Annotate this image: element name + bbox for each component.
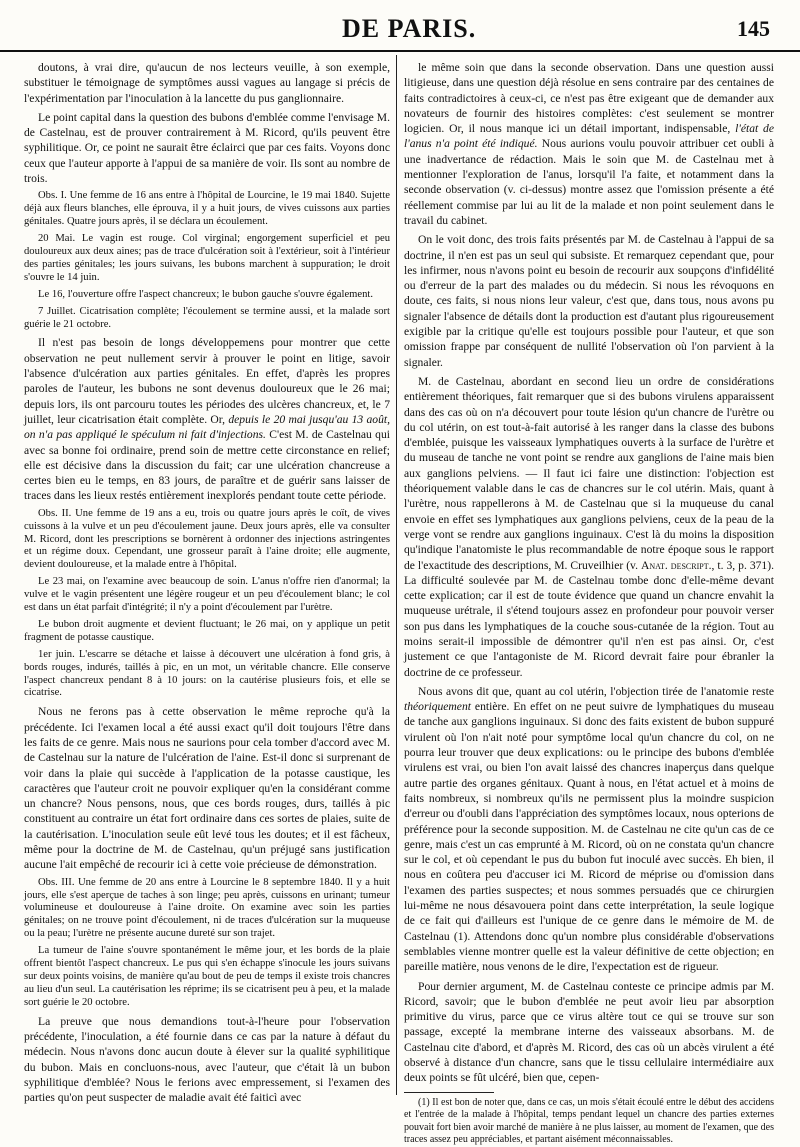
left-column bbox=[24, 60, 390, 1105]
paragraph: M. de Castelnau, abordant en second lieu un ordre de considérations entièrement théoriques, fait remarquer que si des bubons virulens apparaissent dans des cas où on n'a découvert pour toute lésion qu'un chancre de l'urètre ou du col utérin, on est tout-à-fait autorisé à les ranger dans la classe des bubons d'emblée, puisque les vaisseaux lymphatiques ouverts à la surface de l'urètre et du museau de tanche ne vont point se rendre aux ganglions de l'aine mais bien aux ganglions pelviens. — Il faut ici faire une distinction: l'objection est théoriquement valable dans le cas de chancres sur le col utérin. Mais, quant à l'urètre, nous rappellerons à M. de Castelnau que si la muqueuse du canal envoie en effet ses lymphatiques aux ganglions pelviens, ceux de la peau de la verge vont se rendre aux ganglions inguinaux. C'est là du moins la disposition qu'indique l'anatomiste le plus recommandable de notre époque sous le rapport de l'exactitude des descriptions, M. Cruveilhier (v. Anat. descript., t. 3, p. 371). La difficulté soulevée par M. de Castelnau tombe donc d'elle-même devant cette explication; car il est de toute évidence que quand un chancre envahit la muqueuse urétrale, il s'étend toujours assez en profondeur pour pouvoir verser son pus dans les lymphatiques de la couche sous-cutanée de la région. Tout au moins serait-il impossible de démontrer qu'il n'en est pas ainsi. Or, c'est justement ce que l'antagoniste de M. Ricord devrait faire pour ébranler la doctrine de ce professeur. bbox=[404, 374, 774, 679]
observation-1-detail: Le 16, l'ouverture offre l'aspect chancreux; le bubon gauche s'ouvre également. bbox=[38, 288, 373, 300]
observation-2: Obs. II. Une femme de 19 ans a eu, trois ou quatre jours après le coït, de vives cuissons à la vulve et un peu d'écoulement jaune. Deux jours après, elle va consulter M. Ricord, dont les prescriptions se bornèrent à ordonner des injections astringentes et un régime doux. Cependant, une grosseur paraît à l'aine droite; elle augmente, devient douloureuse, et la malade entre à l'hôpital. bbox=[24, 507, 390, 571]
paragraph: Pour dernier argument, M. de Castelnau conteste ce principe admis par M. Ricord, savoir; que le bubon d'emblée ne peut avoir lieu par absorption primitive du virus, parce que ce virus altère tout ce qui se trouve sur son passage, excepté la membrane interne des vaisseaux absorbans. M. de Castelnau cite d'abord, et d'après M. Ricord, des cas où un abcès virulent a été observé à distance d'un chancre, sans que le tissu cellulaire intermédiaire aux deux points se fût ulcéré, bien que, cepen- bbox=[404, 979, 774, 1085]
observation-1-detail: 20 Mai. Le vagin est rouge. Col virginal; engorgement superficiel et peu douloureux aux deux aines; pas de trace d'ulcération soit à l'extérieur, soit à l'intérieur des parties génitales; les jours suivans, les bubons marchent à suppuration; le droit s'ouvre le 14 juin. bbox=[24, 233, 390, 283]
footnote-divider bbox=[404, 1092, 494, 1093]
observation-3: Obs. III. Une femme de 20 ans entre à Lourcine le 8 septembre 1840. Il y a huit jours, elle s'est aperçue de taches à son linge; peu après, cuissons en urinant; tumeur volumineuse et douloureuse à l'aine droite. On examine avec soin les parties génitales; on ne trouve point d'écoulement, ni de traces d'ulcération sur la muqueuse ou la peau; l'urètre ne présente aucune dureté sur son trajet. bbox=[24, 876, 390, 940]
paragraph: Nous ne ferons pas à cette observation le même reproche qu'à la précédente. Ici l'examen local a été aussi exact qu'il doit toujours l'être dans les faits de ce genre. Mais nous ne saurions pour cela tomber d'accord avec M. de Castelnau sur la nature de l'ulcération de l'aine. Est-il donc si surprenant de voir dans la plaie qui succède à l'application de la potasse caustique, les caractères que l'auteur croit ne pouvoir expliquer qu'en la considérant comme un chancre? Nous pensons, nous, que ces bords rouges, durs, taillés à pic constituent au contraire un état fort ordinaire dans ces sortes de plaies, suite de la cautérisation. L'inoculation seule eût levé tous les doutes; et il est fâcheux, même pour la doctrine de M. de Castelnau, qu'un préjugé sans justification aucune l'ait empêché de recourir ici à cette voie précieuse de démonstration. bbox=[24, 705, 390, 872]
paragraph: doutons, à vrai dire, qu'aucun de nos lecteurs veuille, à son exemple, substituer le témoignage de symptômes aussi vagues au langage si précis de l'expérimentation par l'inoculation à la lancette du pus ganglionnaire. bbox=[24, 61, 390, 105]
right-column bbox=[404, 60, 774, 1146]
page-title: DE PARIS. bbox=[342, 14, 477, 43]
paragraph: La preuve que nous demandions tout-à-l'heure pour l'observation précédente, l'inoculation, a été fournie dans ce cas par la nature à défaut du médecin. Nous n'avons donc aucun doute à élever sur la qualité syphilitique du bubon. Mais en concluons-nous, avec l'auteur, que c'était là un bubon syphilitique d'emblée? Nous le ferions avec empressement, si l'examen des parties qu'on peut suspecter de maladie avait été faiticì avec bbox=[24, 1014, 390, 1105]
observation-3-detail: La tumeur de l'aine s'ouvre spontanément le même jour, et les bords de la plaie offrent bientôt l'aspect chancreux. Le pus qui s'en échappe s'inocule les jours suivans sur deux points voisins, de manière qu'au bout de peu de temps il existe trois chancres au lieu d'un seul. La cautérisation les réprime; ils se cicatrisent peu à peu, et la malade sort guérie le 20 octobre. bbox=[24, 945, 390, 1008]
paragraph: le même soin que dans la seconde observation. Dans une question aussi litigieuse, dans une question déjà résolue en sens contraire par des centaines de faits contradictoires à ceux-ci, ce n'est pas être exigeant que de demander aux novateurs de fournir des histoires complètes: c'est seulement se montrer logicien. Or, il nous manque ici un détail important, indispensable, l'état de l'anus n'a point été indiqué. Nous aurions voulu pouvoir attribuer cet oubli à une inadvertance de rédaction. Mais le soin que M. de Castelnau met à mentionner l'exploration de l'anus, lorsqu'il l'a faite, et notamment dans la seconde observation (v. ci-dessus) montre assez que l'omission présente a été réellement commise par lui au lit de la malade et non point seulement dans le travail du cabinet. bbox=[404, 61, 774, 227]
observation-2-detail: Le bubon droit augmente et devient fluctuant; le 26 mai, on y applique un petit fragment de potasse caustique. bbox=[24, 618, 390, 643]
observation-2-detail: Le 23 mai, on l'examine avec beaucoup de soin. L'anus n'offre rien d'anormal; la vulve et le vagin présentent une légère rougeur et un peu d'écoulement blanc; le col est dans un état parfait d'intégrité; il n'y a point d'écoulement par l'urètre. bbox=[24, 576, 390, 614]
page-header bbox=[0, 0, 800, 52]
paragraph: Il n'est pas besoin de longs développemens pour montrer que cette observation ne peut nullement servir à prouver le point en litige, savoir l'absence d'ulcération aux parties génitales. En effet, d'après les propres paroles de l'auteur, les bubons ne sont devenus douloureux que le 26 mai; depuis lors, ils ont parcouru toutes les périodes des ulcères chancreux, et, le 7 juillet, leur cicatrisation était complète. Or, depuis le 20 mai jusqu'au 13 août, on n'a pas appliqué le spéculum ni fait d'injections. C'est M. de Castelnau qui avec sa bonne foi ordinaire, prend soin de mettre cette circonstance en relief; elle est décisive dans la discussion du fait; car une ulcération chancreuse a certes bien eu le temps, en 83 jours, de paraître et de guérir sans laisser de traces dans les lieux restés entièrement inexplorés pendant toute cette période. bbox=[24, 336, 390, 503]
footnote: (1) Il est bon de noter que, dans ce cas, un mois s'était écoulé entre le début des accidens et l'entrée de la malade à l'hôpital, temps pendant lequel un chancre des parties externes pouvait fort bien avoir marché de manière à ne plus laisser, au moment de l'examen, que des traces assez peu appréciables, et partant aisément méconnaissables. bbox=[404, 1096, 774, 1146]
column-divider bbox=[396, 55, 397, 1095]
paragraph: Nous avons dit que, quant au col utérin, l'objection tirée de l'anatomie reste théoriquement entière. En effet on ne peut suivre de lymphatiques du museau de tanche aux ganglions inguinaux. Si donc des faits existent de bubon suppuré virulent où l'on n'ait noté pour symptôme local qu'un chancre du col, on ne pourra leur trouver que deux explications: ou le principe des bubons d'emblée virulens est vrai, ou bien l'on avait laissé des chancres inaperçus dans quelque autre partie des organes génitaux. Quant à nous, en l'état actuel et à moins de faits nombreux, si nombreux qu'ils ne permissent plus la moindre suspicion d'erreur ou d'oubli dans l'appréciation des symptômes locaux, nous opterions de préférence pour la seconde supposition. M. de Castelnau ne cite qu'un cas de ce genre, mais c'est un cas emprunté à M. Ricord, où on ne constata qu'un chancre sur le col, et où cependant le pus du bubon fut inoculé avec succès. Eh bien, il nous en coûtera peu d'accuser ici M. Ricord de méprise ou d'omission dans l'examen des parties suspectes; et nous sommes persuadés que ce chirurgien lui-même ne nous désavouera point dans cette interprétation, la seule logique de ce fait qui d'ailleurs est l'unique de ce genre dans le mémoire de M. de Castelnau (1). Attendons donc qu'un nombre plus considérable d'observations semblables vienne montrer quelle est la valeur définitive de cette objection; en pareille matière, nous venons de le dire, l'expectation est de rigueur. bbox=[404, 684, 774, 974]
paragraph: On le voit donc, des trois faits présentés par M. de Castelnau à l'appui de sa doctrine, il n'en est pas un seul qui subsiste. Et remarquez cependant que, pour les infirmer, nous n'avons point eu besoin de recourir aux soupçons d'infidélité ou d'erreur de la part des malades ou du médecin. Si nous les révoquons en doute, ces faits, si nous nions leur valeur, c'est que, dans tous, nous avons pu signaler l'absence de détails dont la production est d'autant plus rigoureusement exigible par la critique qu'elle est toujours possible pour l'auteur, et que son omission frappe par conséquent de nullité l'observation où l'on parvient à la signaler. bbox=[404, 233, 774, 369]
observation-1: Obs. I. Une femme de 16 ans entre à l'hôpital de Lourcine, le 19 mai 1840. Sujette déjà aux fleurs blanches, elle éprouva, il y a huit jours, de vives cuissons aux parties génitales. Quatre jours après, il se déclara un écoulement. bbox=[24, 190, 390, 228]
observation-2-detail: 1er juin. L'escarre se détache et laisse à découvert une ulcération à fond gris, à bords rouges, indurés, taillés à pic, en un mot, un véritable chancre. Elle conserve l'aspect chancreux pendant 8 à 10 jours: on la cautérise plusieurs fois, et elle se cicatrise. bbox=[24, 648, 390, 699]
paragraph: Le point capital dans la question des bubons d'emblée comme l'envisage M. de Castelnau, est de prouver contrairement à M. Ricord, qu'ils peuvent être syphilitique. Or, ce point ne saurait être éclairci que par ces faits. Voyons donc ceux que l'auteur apporte à l'appui de sa manière de voir. Ils sont au nombre de trois. bbox=[24, 110, 390, 186]
observation-1-detail: 7 Juillet. Cicatrisation complète; l'écoulement se termine aussi, et la malade sort guérie le 21 octobre. bbox=[24, 305, 390, 330]
page-number: 145 bbox=[737, 16, 770, 41]
